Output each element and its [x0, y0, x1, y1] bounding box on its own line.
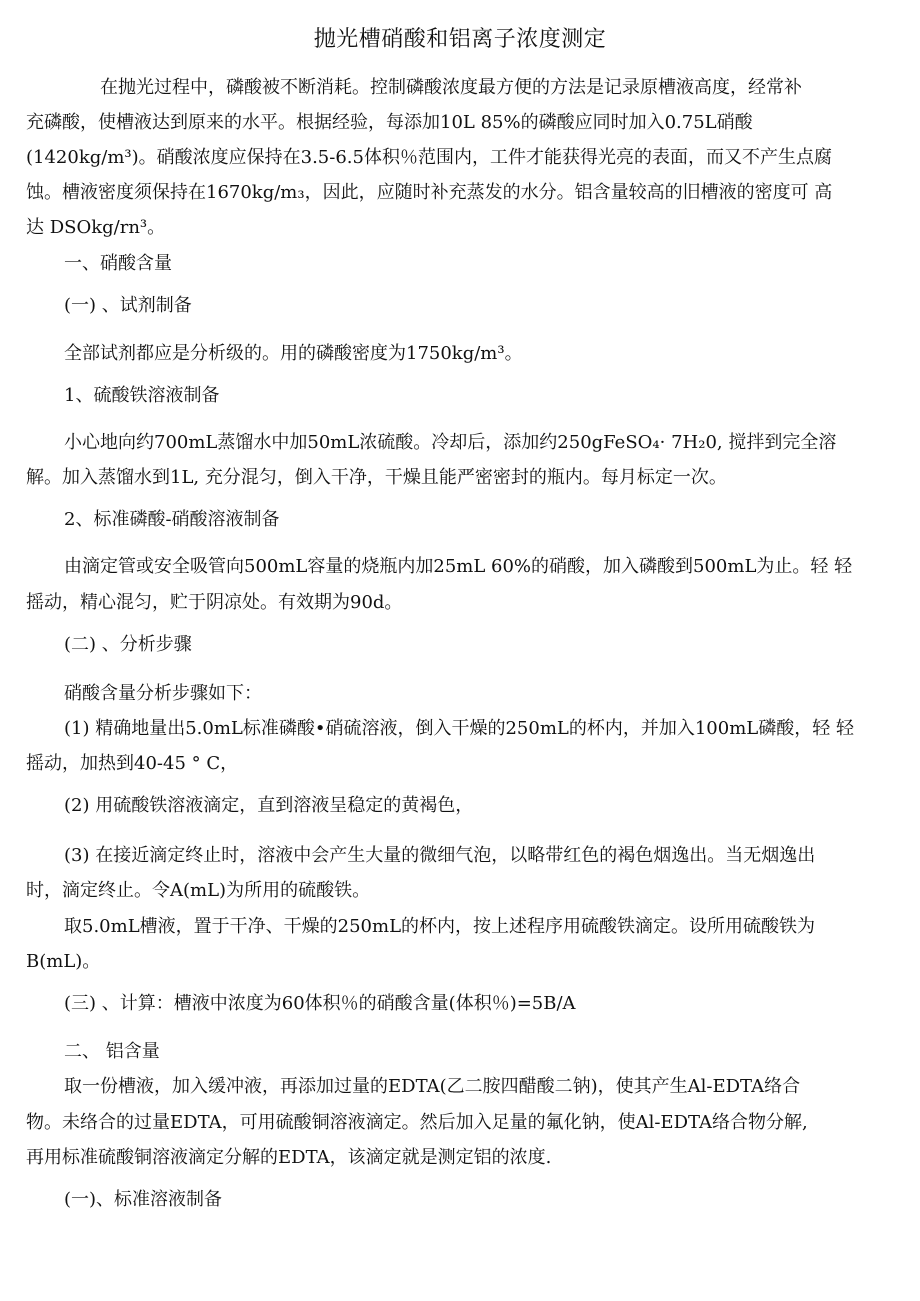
subsection-heading: (一)、标准溶液制备 [64, 1189, 223, 1210]
document-title: 抛光槽硝酸和铝离子浓度测定 [313, 27, 607, 52]
paragraph-line: 小心地向约700mL蒸馏水中加50mL浓硫酸。冷却后，添加约250gFeSO₄· 7H₂0, 搅拌到完全溶 [64, 432, 837, 453]
paragraph-line: 取一份槽液，加入缓冲液，再添加过量的EDTA(乙二胺四醋酸二钠)，使其产生Al-EDTA络合 [64, 1076, 801, 1097]
step-line: (2) 用硫酸铁溶液滴定，直到溶液呈稳定的黄褐色， [64, 795, 474, 816]
paragraph-line: 充磷酸，使槽液达到原来的水平。根据经验，每添加10L 85%的磷酸应同时加入0.75L硝酸 [26, 112, 753, 133]
subsection-heading: (一) 、试剂制备 [64, 295, 192, 316]
paragraph-line: 解。加入蒸馏水到1L, 充分混匀，倒入干净，干燥且能严密密封的瓶内。每月标定一次。 [26, 467, 727, 488]
paragraph-line: 达 DSOkg/rn³。 [26, 217, 166, 238]
item-heading: 2、标准磷酸-硝酸溶液制备 [64, 509, 280, 530]
paragraph-line: 在抛光过程中，磷酸被不断消耗。控制磷酸浓度最方便的方法是记录原槽液高度，经常补 [100, 77, 802, 98]
paragraph-line: B(mL)。 [26, 951, 101, 972]
section-heading: 二、 铝含量 [64, 1041, 160, 1062]
paragraph-line: 硝酸含量分析步骤如下： [64, 683, 262, 704]
paragraph-line: 摇动，精心混匀，贮于阴凉处。有效期为90d。 [26, 592, 403, 613]
subsection-heading: (三) 、计算：槽液中浓度为60体积％的硝酸含量(体积％)=5B/A [64, 993, 576, 1014]
item-heading: 1、硫酸铁溶液制备 [64, 385, 220, 406]
step-line: 摇动，加热到40-45 ° C， [26, 753, 239, 774]
paragraph-line: 蚀。槽液密度须保持在1670kg/m₃，因此，应随时补充蒸发的水分。铝含量较高的旧槽液的密度可 高 [26, 182, 833, 203]
paragraph-line: 再用标准硫酸铜溶液滴定分解的EDTA，该滴定就是测定铝的浓度. [26, 1147, 552, 1168]
paragraph-line: 全部试剂都应是分析级的。用的磷酸密度为1750kg/m³。 [64, 343, 523, 364]
section-heading: 一、硝酸含量 [64, 253, 172, 274]
step-line: (3) 在接近滴定终止时，溶液中会产生大量的微细气泡，以略带红色的褐色烟逸出。当无烟逸出 [64, 845, 816, 866]
step-line: (1) 精确地量出5.0mL标准磷酸•硝硫溶液，倒入干燥的250mL的杯内，并加入100mL磷酸，轻 轻 [64, 718, 854, 739]
paragraph-line: (1420kg/m³)。硝酸浓度应保持在3.5-6.5体积％范围内，工件才能获得光亮的表面，而又不产生点腐 [26, 147, 832, 168]
paragraph-line: 由滴定管或安全吸管向500mL容量的烧瓶内加25mL 60%的硝酸，加入磷酸到500mL为止。轻 轻 [64, 556, 853, 577]
step-line: 时，滴定终止。令A(mL)为所用的硫酸铁。 [26, 880, 371, 901]
paragraph-line: 物。未络合的过量EDTA，可用硫酸铜溶液滴定。然后加入足量的氟化钠，使Al-EDTA络合物分解, [26, 1112, 808, 1133]
subsection-heading: (二) 、分析步骤 [64, 634, 192, 655]
paragraph-line: 取5.0mL槽液，置于干净、干燥的250mL的杯内，按上述程序用硫酸铁滴定。设所用硫酸铁为 [64, 916, 816, 937]
